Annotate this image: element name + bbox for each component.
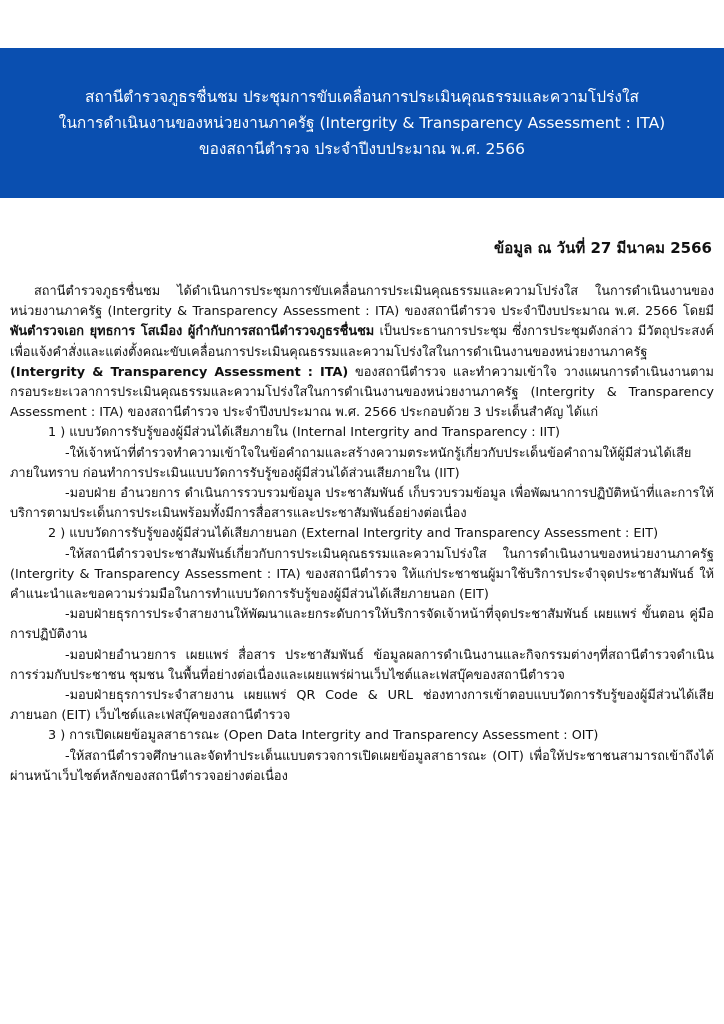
item-2-point-b: -มอบฝ่ายธุรการประจำสายงานให้พัฒนาและยกระดับการให้บริการจัดเจ้าหน้าที่จุดประชาสัมพันธ์ เผยแพร่ ขั้นตอน คู่มือการปฏิบัติงาน xyxy=(10,607,714,643)
document-body xyxy=(10,282,714,787)
item-3-point-a: -ให้สถานีตำรวจศึกษาและจัดทำประเด็นแบบตรวจการเปิดเผยข้อมูลสาธารณะ (OIT) เพื่อให้ประชาชนสามารถเข้าถึงได้ผ่านหน้าเว็บไซต์หลักของสถานีตำรวจอย่างต่อเนื่อง xyxy=(10,748,714,784)
intro-text-c: ของสถานีตำรวจ และทำความเข้าใจ วางแผนการดำเนินงานตามกรอบระยะเวลาการประเมินคุณธรรมและความโปร่งใสในการดำเนินงานของหน่วยงานภาครัฐ (Intergrity & Transparency Assessment : ITA) ของสถานีตำรวจ ประจำปีงบประมาณ พ.ศ. 2566 ประกอบด้วย 3 ประเด็นสำคัญ ได้แก่ xyxy=(10,364,714,421)
item-2-point-d: -มอบฝ่ายธุรการประจำสายงาน เผยแพร่ QR Code & URL ช่องทางการเข้าตอบแบบวัดการรับรู้ของผู้มีส่วนได้เสียภายนอก (EIT) เว็บไซต์และเฟสบุ๊คของสถานีตำรวจ xyxy=(10,688,714,724)
intro-text-a: สถานีตำรวจภูธรชื่นชม ได้ดำเนินการประชุมการขับเคลื่อนการประเมินคุณธรรมและความโปร่งใส ในการดำเนินงานของหน่วยงานภาครัฐ (Intergrity & Transparency Assessment : ITA) ของสถานีตำรวจ ประจำปีงบประมาณ พ.ศ. 2566 โดยมี xyxy=(10,284,714,320)
item-3-title: 3 ) การเปิดเผยข้อมูลสาธารณะ (Open Data Intergrity and Transparency Assessment : OIT) xyxy=(48,728,599,744)
title-line-1: สถานีตำรวจภูธรชื่นชม ประชุมการขับเคลื่อนการประเมินคุณธรรมและความโปร่งใส xyxy=(85,88,639,106)
title-line-3: ของสถานีตำรวจ ประจำปีงบประมาณ พ.ศ. 2566 xyxy=(199,140,525,158)
title-banner xyxy=(0,48,724,198)
chairperson-name: พันตำรวจเอก ยุทธการ โสเมือง ผู้กำกับการสถานีตำรวจภูธรชื่นชม xyxy=(10,324,375,340)
item-1-point-b: -มอบฝ่าย อำนวยการ ดำเนินการรวบรวมข้อมูล ประชาสัมพันธ์ เก็บรวบรวมข้อมูล เพื่อพัฒนาการปฏิบัติหน้าที่และการให้บริการตามประเด็นการประเมินพร้อมทั้งมีการสื่อสารและประชาสัมพันธ์อย่างต่อเนื่อง xyxy=(10,486,714,522)
item-2-title: 2 ) แบบวัดการรับรู้ของผู้มีส่วนได้เสียภายนอก (External Intergrity and Transparency Assessment : EIT) xyxy=(48,526,659,542)
intro-text-b: เป็นประธานการประชุม ซึ่งการประชุมดังกล่าว มีวัตถุประสงค์เพื่อแจ้งคำสั่งและแต่งตั้งคณะขับเคลื่อนการประเมินคุณธรรมและความโปร่งใสในการดำเนินงานของหน่วยงานภาครัฐ xyxy=(10,324,714,360)
item-2-point-a: -ให้สถานีตำรวจประชาสัมพันธ์เกี่ยวกับการประเมินคุณธรรมและความโปร่งใส ในการดำเนินงานของหน่วยงานภาครัฐ (Intergrity & Transparency Assessment : ITA) ของสถานีตำรวจ ให้แก่ประชาชนผู้มาใช้บริการประจำจุดประชาสัมพันธ์ ให้คำแนะนำและขอความร่วมมือในการทำแบบวัดการรับรู้ของผู้มีส่วนได้เสียภายนอก (EIT) xyxy=(10,546,714,603)
date-line: ข้อมูล ณ วันที่ 27 มีนาคม 2566 xyxy=(493,239,712,257)
intro-paragraph xyxy=(10,282,714,423)
title-line-2: ในการดำเนินงานของหน่วยงานภาครัฐ (Intergrity & Transparency Assessment : ITA) xyxy=(58,114,666,132)
item-1-title: 1 ) แบบวัดการรับรู้ของผู้มีส่วนได้เสียภายใน (Internal Intergrity and Transparency : IIT) xyxy=(48,425,560,441)
item-2-point-c: -มอบฝ่ายอำนวยการ เผยแพร่ สื่อสาร ประชาสัมพันธ์ ข้อมูลผลการดำเนินงานและกิจกรรมต่างๆที่สถานีตำรวจดำเนินการร่วมกับประชาชน ชุมชน ในพื้นที่อย่างต่อเนื่องและเผยแพร่ผ่านเว็บไซต์และเฟสบุ๊คของสถานีตำรวจ xyxy=(10,647,714,683)
ita-bold-term: (Intergrity & Transparency Assessment : ITA) xyxy=(10,364,349,380)
item-1-point-a: -ให้เจ้าหน้าที่ตำรวจทำความเข้าใจในข้อคำถามและสร้างความตระหนักรู้เกี่ยวกับประเด็นข้อคำถามให้ผู้มีส่วนได้เสียภายในทราบ ก่อนทำการประเมินแบบวัดการรับรู้ของผู้มีส่วนได้ส่วนเสียภายใน (IIT) xyxy=(10,445,692,481)
